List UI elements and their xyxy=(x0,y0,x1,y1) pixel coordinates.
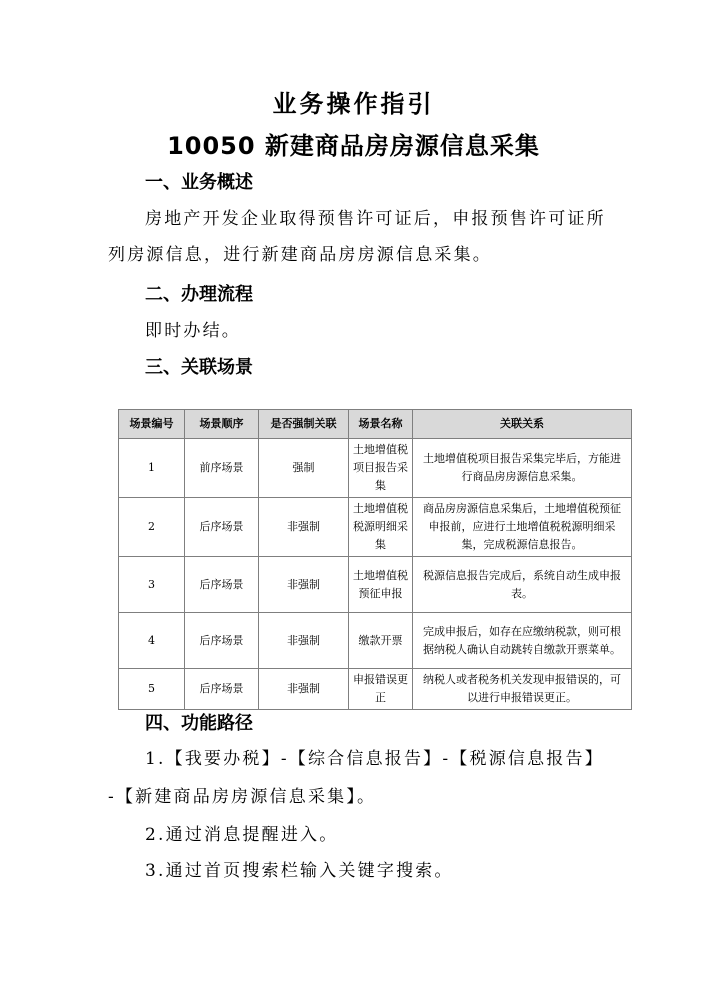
section-heading-scenarios: 三、关联场景 xyxy=(145,357,253,378)
cell-name: 土地增值税预征申报 xyxy=(349,557,413,613)
path-item-1: 1.【我要办税】-【综合信息报告】-【税源信息报告】 xyxy=(145,749,604,769)
cell-order: 后序场景 xyxy=(185,557,259,613)
cell-relation: 商品房房源信息采集后，土地增值税预征申报前，应进行土地增值税税源明细采集，完成税源信息报告。 xyxy=(413,498,632,557)
overview-text-line1: 房地产开发企业取得预售许可证后，申报预售许可证所 xyxy=(145,209,606,229)
path-item-3: 3.通过首页搜索栏输入关键字搜索。 xyxy=(145,861,454,881)
cell-relation: 土地增值税项目报告采集完毕后，方能进行商品房房源信息采集。 xyxy=(413,439,632,498)
section-heading-path: 四、功能路径 xyxy=(145,713,253,734)
scenario-table xyxy=(118,409,632,710)
cell-no: 3 xyxy=(119,557,185,613)
cell-name: 土地增值税项目报告采集 xyxy=(349,439,413,498)
table-row xyxy=(119,613,632,669)
cell-no: 2 xyxy=(119,498,185,557)
cell-forced: 非强制 xyxy=(259,557,349,613)
table-header-row xyxy=(119,410,632,439)
cell-forced: 非强制 xyxy=(259,669,349,710)
table-row xyxy=(119,669,632,710)
path-item-1-cont: -【新建商品房房源信息采集】。 xyxy=(108,787,377,807)
header-forced: 是否强制关联 xyxy=(259,410,349,439)
cell-no: 1 xyxy=(119,439,185,498)
page-title: 业务操作指引 xyxy=(272,90,435,118)
table-row xyxy=(119,439,632,498)
cell-no: 4 xyxy=(119,613,185,669)
cell-forced: 强制 xyxy=(259,439,349,498)
cell-forced: 非强制 xyxy=(259,613,349,669)
cell-relation: 完成申报后，如存在应缴纳税款，则可根据纳税人确认自动跳转自缴款开票菜单。 xyxy=(413,613,632,669)
header-scene-no: 场景编号 xyxy=(119,410,185,439)
cell-order: 后序场景 xyxy=(185,498,259,557)
section-heading-overview: 一、业务概述 xyxy=(145,172,253,193)
table-row xyxy=(119,557,632,613)
path-item-2: 2.通过消息提醒进入。 xyxy=(145,825,339,845)
cell-order: 前序场景 xyxy=(185,439,259,498)
overview-text-line2: 列房源信息，进行新建商品房房源信息采集。 xyxy=(108,245,492,265)
cell-name: 申报错误更正 xyxy=(349,669,413,710)
cell-relation: 纳税人或者税务机关发现申报错误的，可以进行申报错误更正。 xyxy=(413,669,632,710)
page-subtitle: 10050 新建商品房房源信息采集 xyxy=(167,132,540,160)
cell-forced: 非强制 xyxy=(259,498,349,557)
cell-name: 土地增值税税源明细采集 xyxy=(349,498,413,557)
header-scene-order: 场景顺序 xyxy=(185,410,259,439)
cell-order: 后序场景 xyxy=(185,669,259,710)
cell-no: 5 xyxy=(119,669,185,710)
section-heading-process: 二、办理流程 xyxy=(145,284,253,305)
table-row xyxy=(119,498,632,557)
header-scene-name: 场景名称 xyxy=(349,410,413,439)
header-relation: 关联关系 xyxy=(413,410,632,439)
cell-relation: 税源信息报告完成后，系统自动生成申报表。 xyxy=(413,557,632,613)
cell-name: 缴款开票 xyxy=(349,613,413,669)
cell-order: 后序场景 xyxy=(185,613,259,669)
process-text: 即时办结。 xyxy=(145,321,241,341)
